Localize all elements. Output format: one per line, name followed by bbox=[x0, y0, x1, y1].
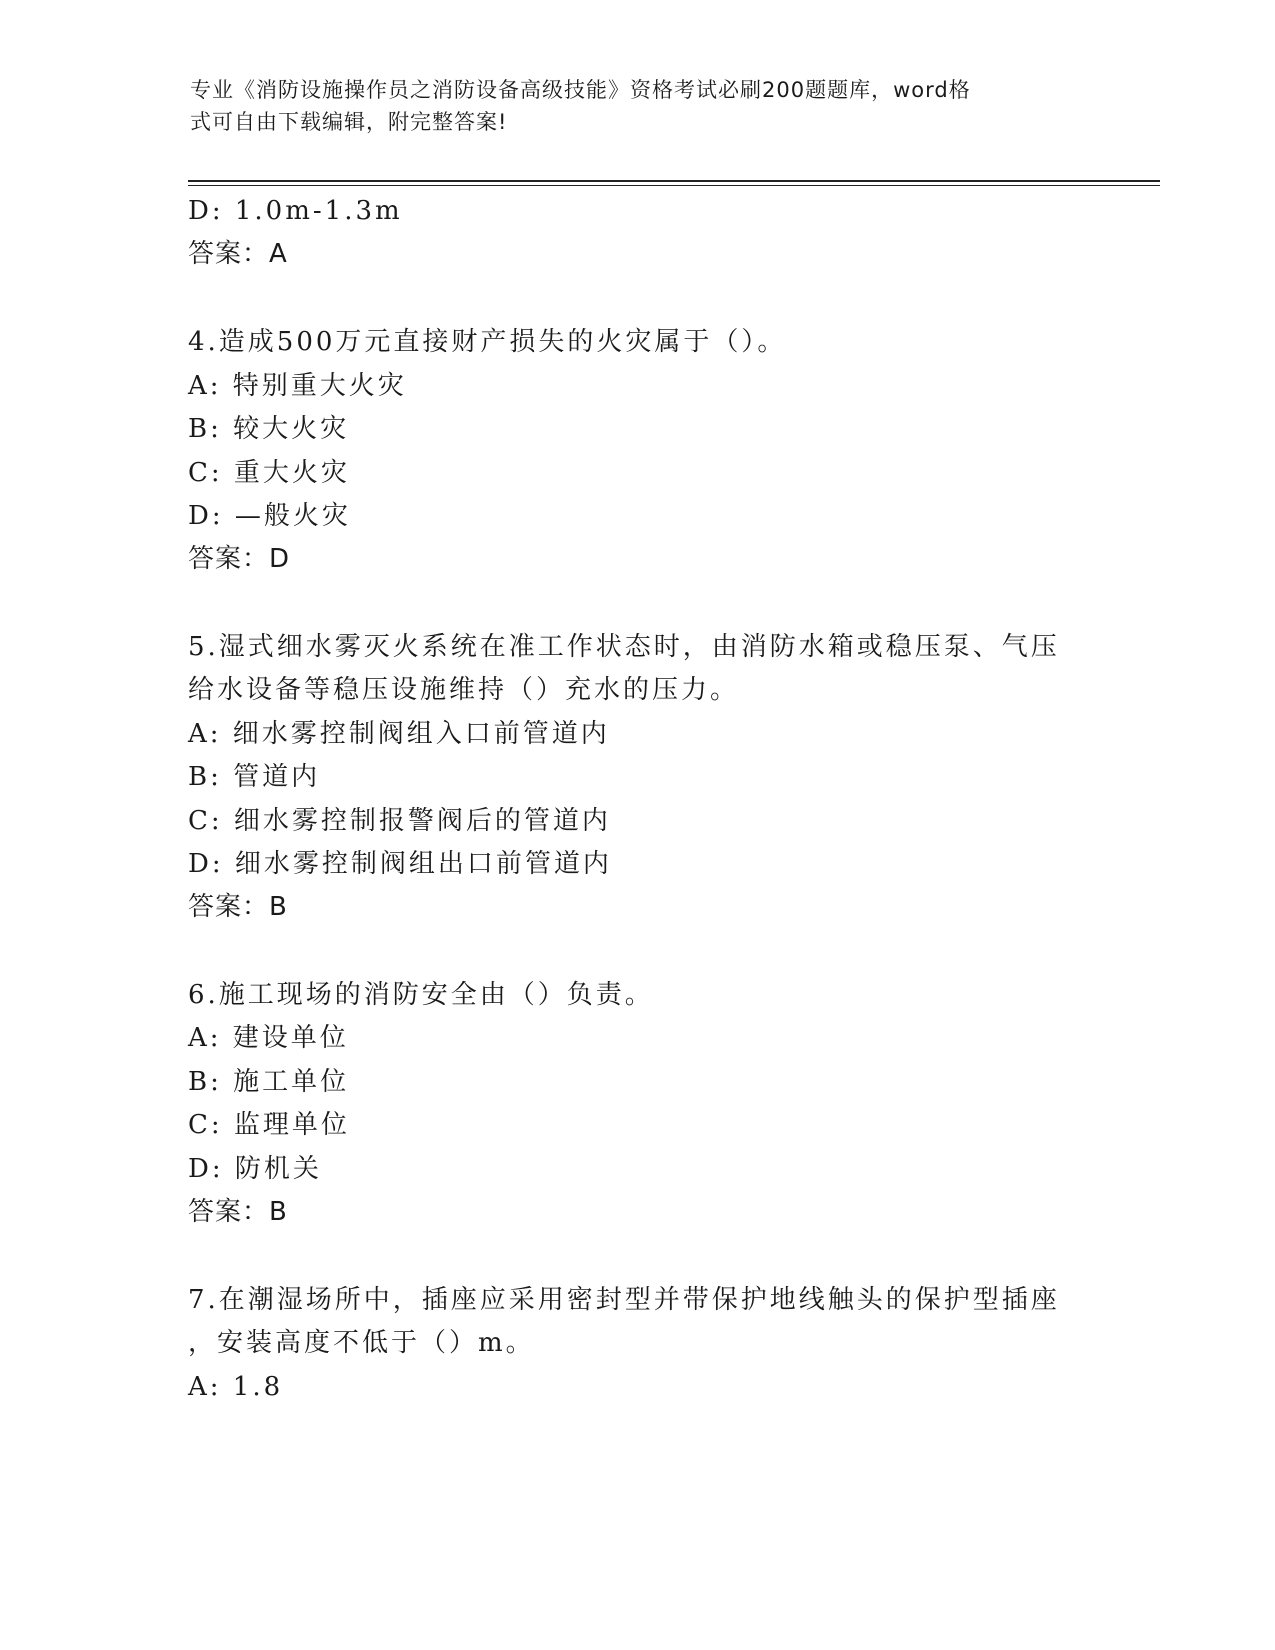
option-a-q7: A: 1.8 bbox=[188, 1372, 284, 1402]
header-divider-thin bbox=[188, 185, 1160, 186]
option-b-q5: B: 管道内 bbox=[188, 762, 321, 792]
question-5-line-1: 5.湿式细水雾灭火系统在准工作状态时，由消防水箱或稳压泵、气压 bbox=[188, 632, 1060, 662]
answer-q5: 答案：B bbox=[188, 892, 288, 922]
answer-q4: 答案：D bbox=[188, 544, 291, 574]
option-c-q5: C: 细水雾控制报警阀后的管道内 bbox=[188, 806, 611, 836]
question-7-line-2: ，安装高度不低于（）m。 bbox=[188, 1328, 535, 1358]
option-a-q4: A: 特别重大火灾 bbox=[188, 371, 407, 401]
option-a-q5: A: 细水雾控制阀组入口前管道内 bbox=[188, 719, 610, 749]
option-c-q6: C: 监理单位 bbox=[188, 1110, 350, 1140]
header-divider-thick bbox=[188, 180, 1160, 182]
question-7-line-1: 7.在潮湿场所中，插座应采用密封型并带保护地线触头的保护型插座 bbox=[188, 1285, 1060, 1315]
option-d-q3: D: 1.0m-1.3m bbox=[188, 196, 403, 226]
question-4: 4.造成500万元直接财产损失的火灾属于（）。 bbox=[188, 327, 787, 357]
option-b-q6: B: 施工单位 bbox=[188, 1067, 350, 1097]
answer-q6: 答案：B bbox=[188, 1197, 288, 1227]
answer-q3: 答案：A bbox=[188, 239, 288, 269]
option-d-q6: D: 防机关 bbox=[188, 1154, 322, 1184]
header-line-2: 式可自由下载编辑，附完整答案! bbox=[190, 110, 508, 134]
option-b-q4: B: 较大火灾 bbox=[188, 414, 350, 444]
option-a-q6: A: 建设单位 bbox=[188, 1023, 349, 1053]
option-d-q4: D: —般火灾 bbox=[188, 501, 351, 531]
question-6: 6.施工现场的消防安全由（）负责。 bbox=[188, 980, 654, 1010]
option-c-q4: C: 重大火灾 bbox=[188, 458, 350, 488]
question-5-line-2: 给水设备等稳压设施维持（）充水的压力。 bbox=[188, 675, 740, 705]
header-line-1: 专业《消防设施操作员之消防设备高级技能》资格考试必刷200题题库，word格 bbox=[190, 78, 971, 102]
document-header bbox=[190, 74, 1070, 138]
option-d-q5: D: 细水雾控制阀组出口前管道内 bbox=[188, 849, 612, 879]
